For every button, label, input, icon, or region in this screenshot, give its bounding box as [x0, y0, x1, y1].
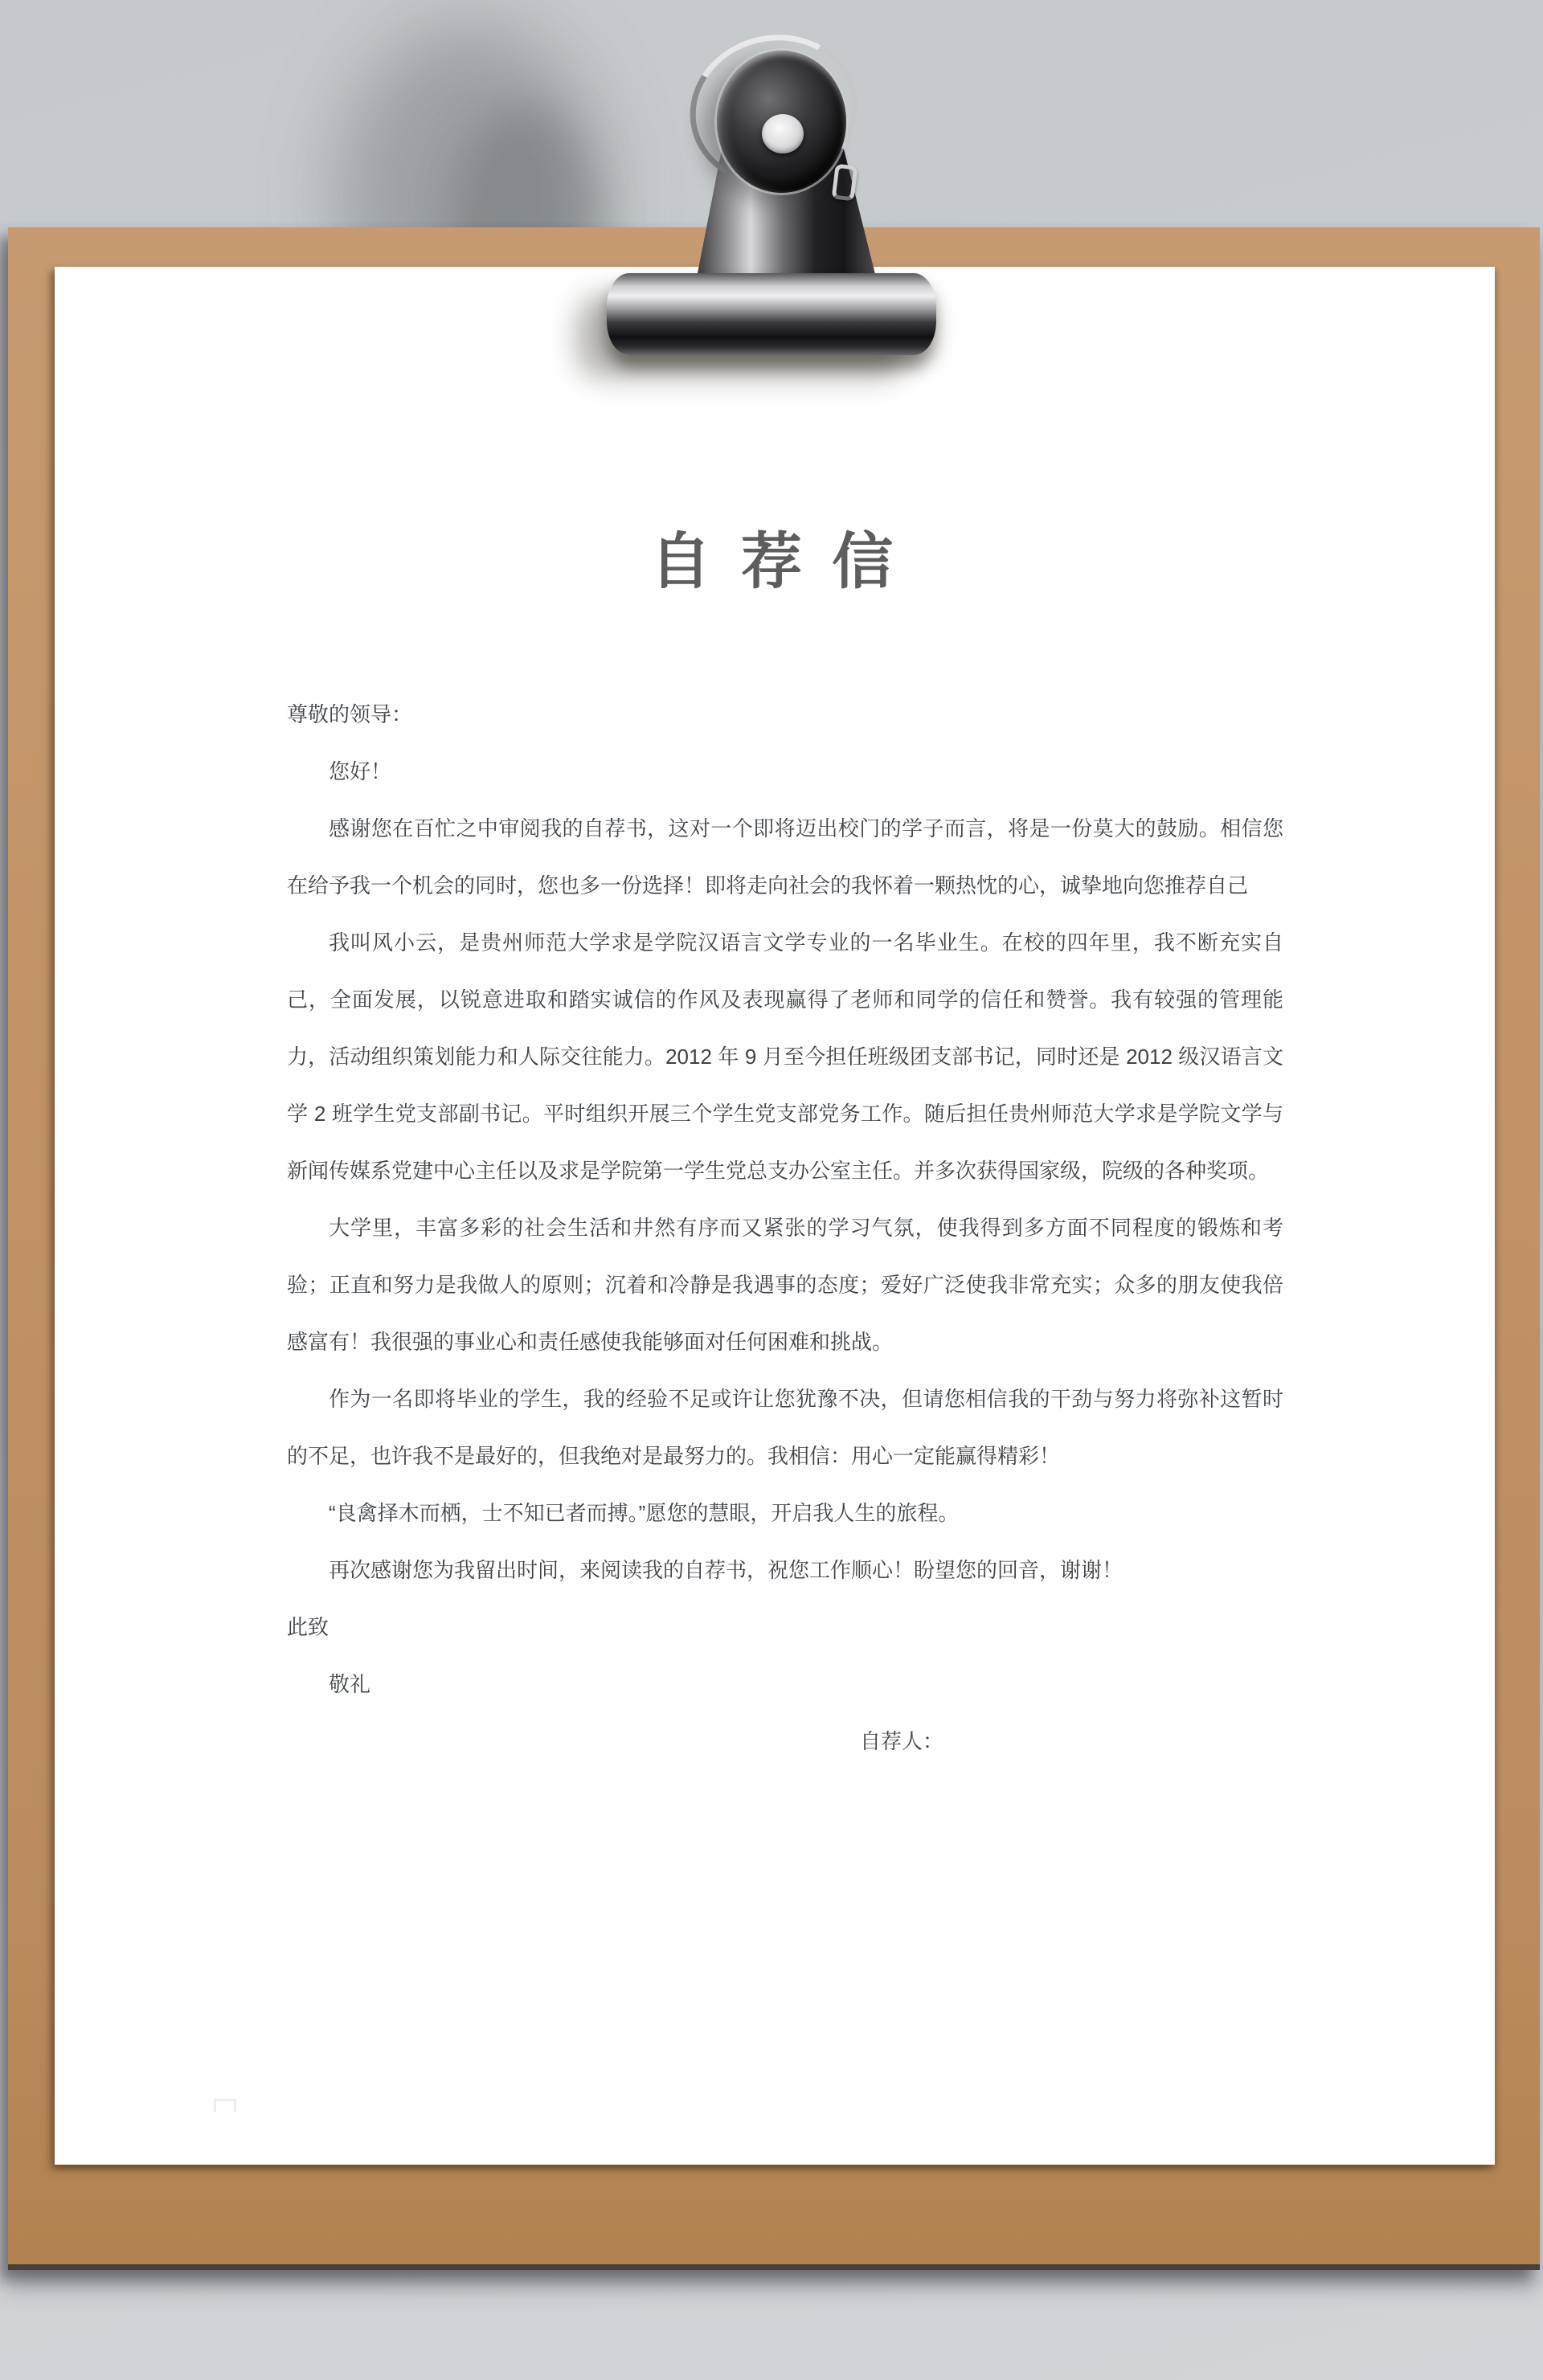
paragraph-final-thanks: 再次感谢您为我留出时间，来阅读我的自荐书，祝您工作顺心！盼望您的回音，谢谢！ [329, 1558, 1123, 1582]
signature-label: 自荐人： [860, 1729, 944, 1753]
binder-clip-wire-prong [831, 163, 857, 201]
paragraph-quote: “良禽择木而栖，士不知已者而搏。”愿您的慧眼，开启我人生的旅程。 [329, 1501, 960, 1525]
closing-jingli: 敬礼 [329, 1672, 371, 1696]
clipboard-board [8, 227, 1540, 2270]
paragraph-college-life: 大学里，丰富多彩的社会生活和井然有序而又紧张的学习气氛，使我得到多方面不同程度的锻炼和考验；正直和努力是我做人的原则；沉着和冷静是我遇事的态度；爱好广泛使我非常充实；众多的朋友使我倍感富有！我很强的事业心和责任感使我能够面对任何困难和挑战。 [287, 1216, 1283, 1354]
paragraph-graduate-promise: 作为一名即将毕业的学生，我的经验不足或许让您犹豫不决，但请您相信我的干劲与努力将弥补这暂时的不足，也许我不是最好的，但我绝对是最努力的。我相信：用心一定能赢得精彩！ [287, 1387, 1283, 1468]
paragraph-thanks: 感谢您在百忙之中审阅我的自荐书，这对一个即将迈出校门的学子而言，将是一份莫大的鼓励。相信您在给予我一个机会的同时，您也多一份选择！即将走向社会的我怀着一颗热忱的心，诚挚地向您推荐自己 [287, 816, 1283, 898]
faint-watermark [214, 2099, 236, 2112]
binder-clip-center-hole [762, 114, 804, 153]
binder-clip-jaw-bar [607, 273, 936, 355]
paragraph-introduction: 我叫风小云，是贵州师范大学求是学院汉语言文学专业的一名毕业生。在校的四年里，我不断充实自己，全面发展，以锐意进取和踏实诚信的作风及表现赢得了老师和同学的信任和赞誉。我有较强的管理能力，活动组织策划能力和人际交往能力。2012 年 9 月至今担任班级团支部书记，同时还是 2012 级汉语言文学 2 班学生党支部副书记。平时组织开展三个学生党支部党务工作。随后担任贵州师范大学求是学院文学与新闻传媒系党建中心主任以及求是学院第一学生党总支办公室主任。并多次获得国家级，院级的各种奖项。 [287, 930, 1283, 1183]
greeting: 您好！ [329, 759, 392, 783]
letter-body [287, 686, 1283, 1770]
closing-cizhi: 此致 [287, 1615, 329, 1639]
salutation: 尊敬的领导： [287, 702, 413, 726]
letter-title: 自 荐 信 [649, 528, 900, 596]
letter-paper [55, 267, 1495, 2165]
